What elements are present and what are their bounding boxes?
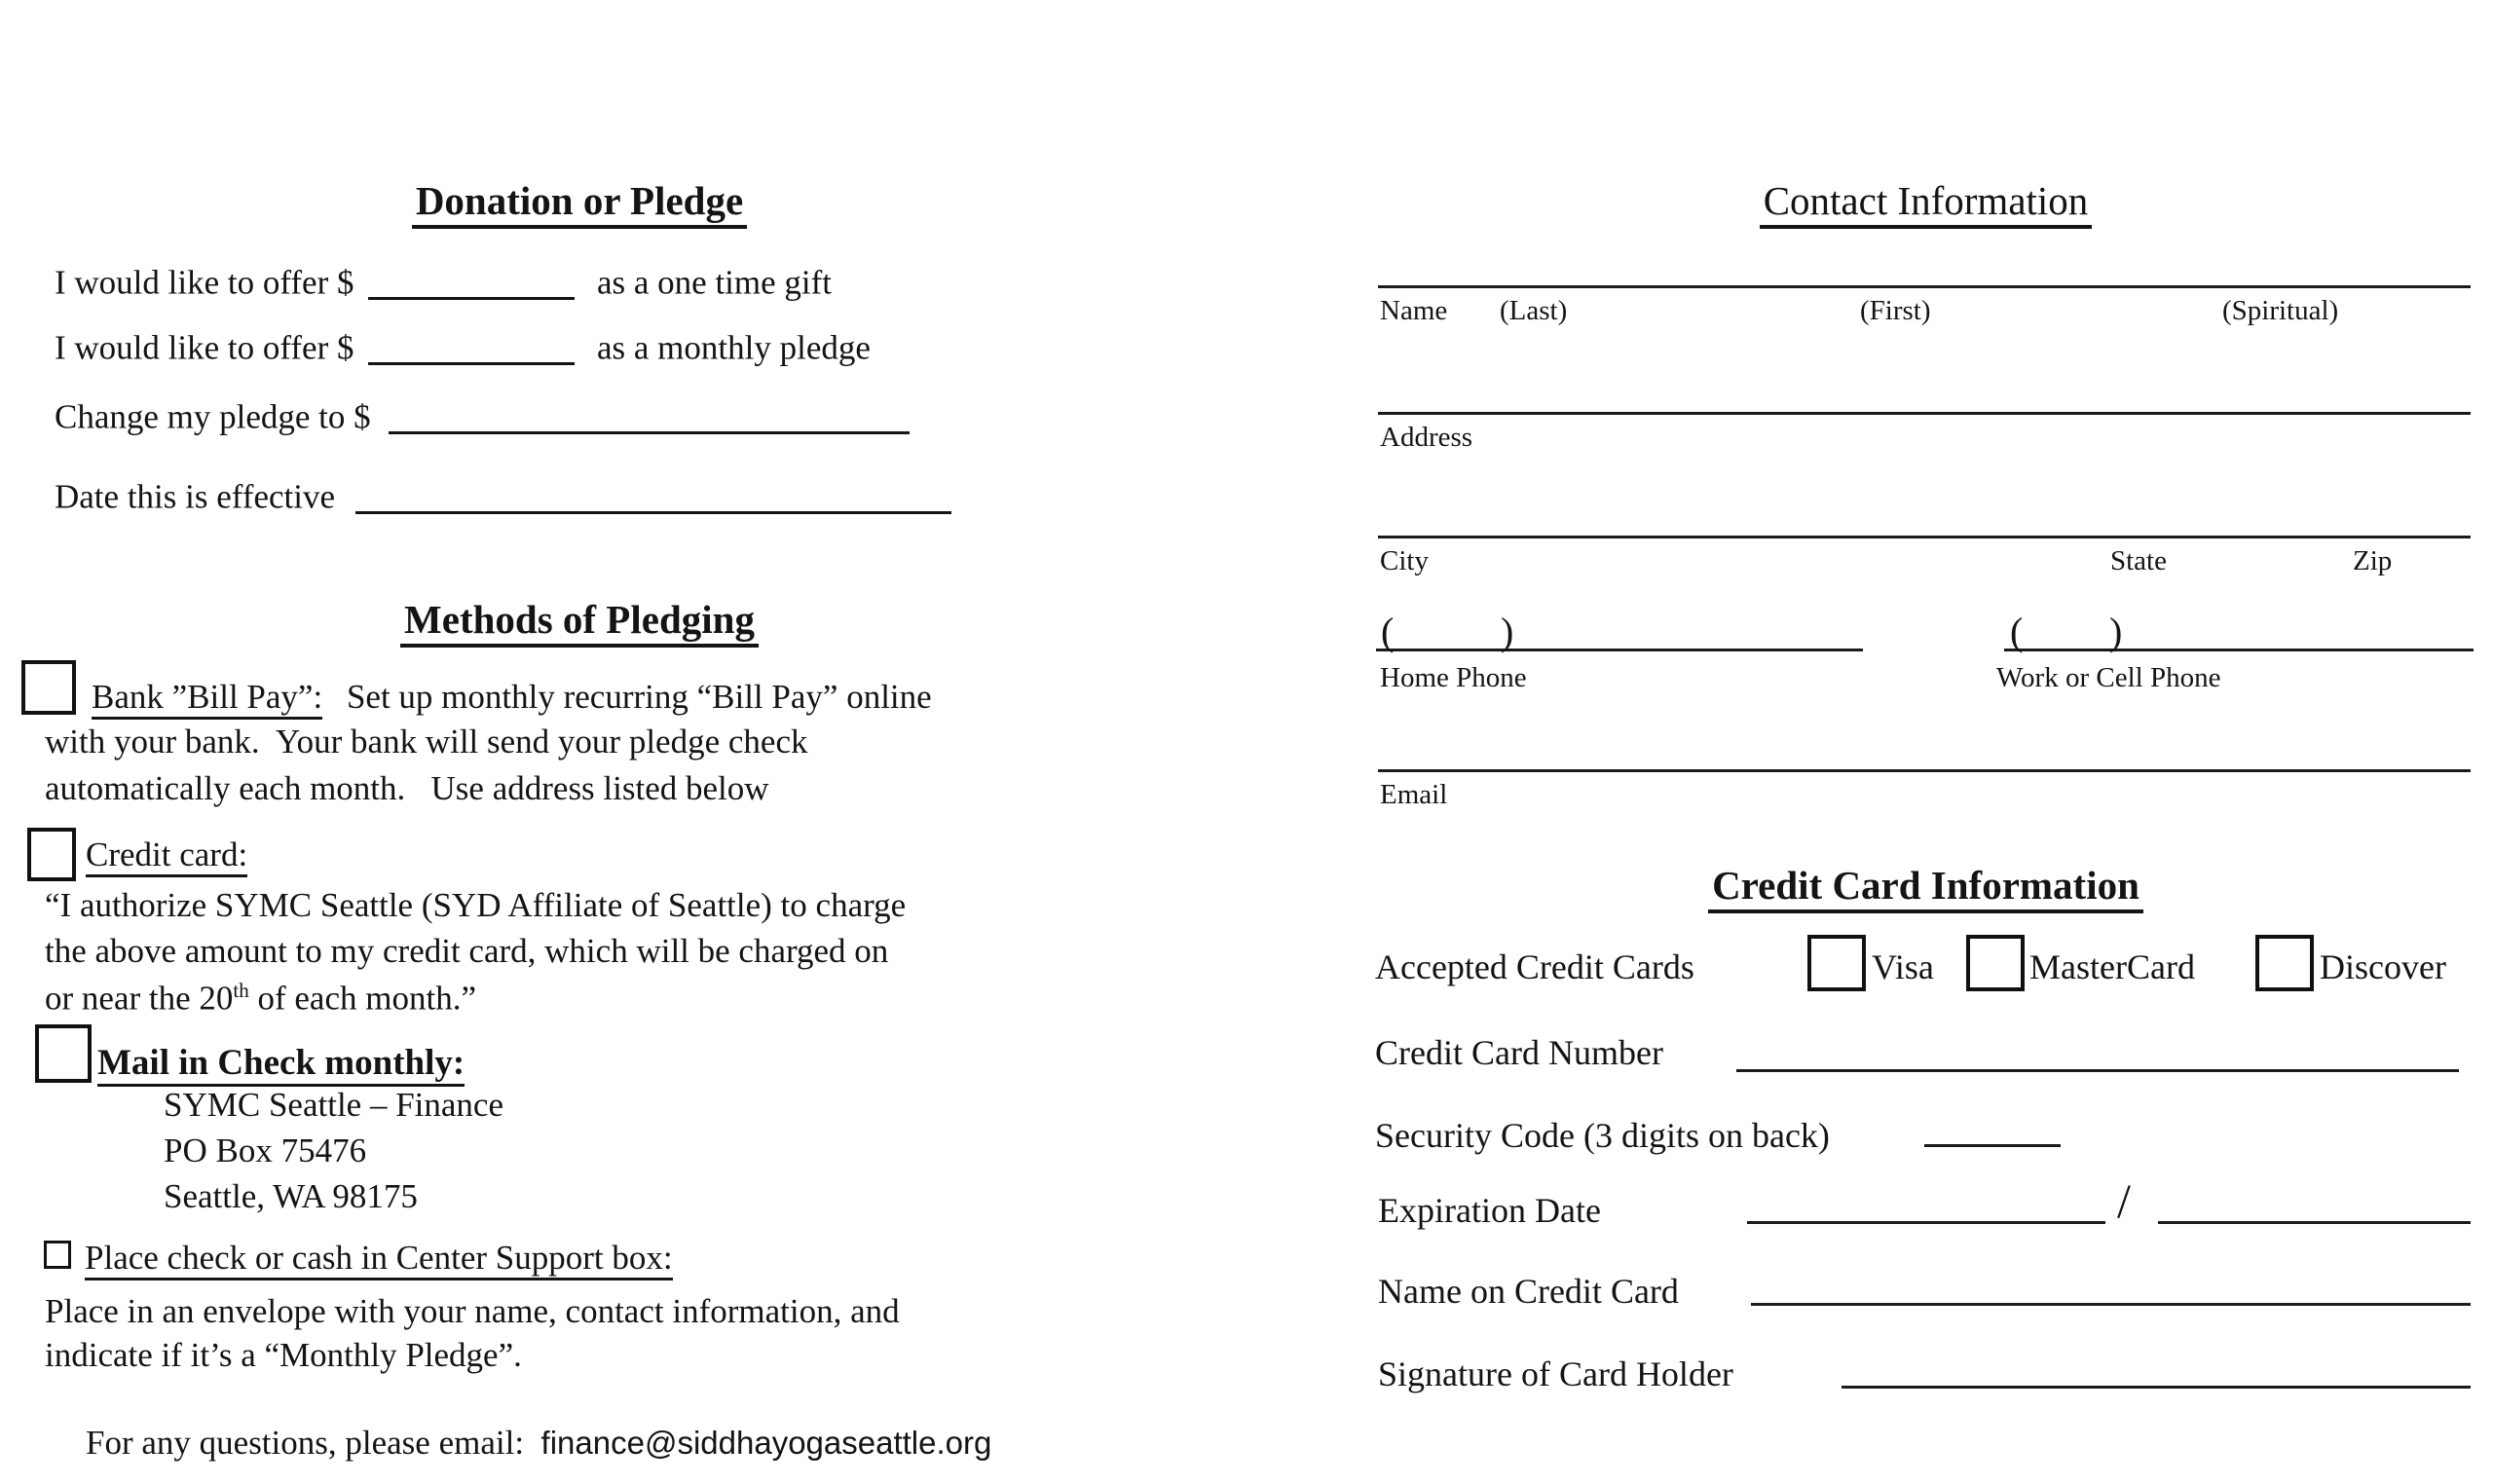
work-phone-label-text: Work or Cell Phone (1996, 662, 2221, 693)
first-name-label-text: (First) (1860, 295, 1931, 326)
mastercard-checkbox[interactable] (1966, 935, 2025, 991)
support-box-label-row (85, 1239, 673, 1278)
discover-label (2320, 946, 2446, 987)
security-code-label (1375, 1115, 1830, 1156)
visa-label-text: Visa (1872, 947, 1934, 986)
effective-date-blank[interactable] (355, 477, 951, 514)
support-box-text2: indicate if it’s a “Monthly Pledge”. (45, 1336, 522, 1374)
discover-checkbox[interactable] (2255, 935, 2314, 991)
change-pledge-row (55, 397, 910, 437)
spiritual-name-label (2222, 295, 2338, 327)
work-phone-label (1996, 662, 2220, 694)
name-label-text: Name (1380, 295, 1448, 326)
expiration-year-blank[interactable] (2158, 1190, 2471, 1224)
credit-auth-text3-post: of each month.” (248, 979, 476, 1018)
address-label-text: Address (1380, 422, 1473, 453)
zip-label (2353, 545, 2392, 577)
one-time-amount-blank[interactable] (368, 263, 575, 300)
mail-address-text1: SYMC Seattle – Finance (164, 1086, 503, 1124)
discover-label-text: Discover (2320, 947, 2446, 986)
monthly-pledge-suffix: as a monthly pledge (596, 328, 871, 367)
effective-date-label: Date this is effective (55, 477, 335, 516)
cc-heading-row (1378, 862, 2474, 909)
credit-card-label-row (86, 835, 247, 874)
bank-bill-pay-line3 (45, 769, 769, 808)
bank-bill-pay-text2: with your bank. Your bank will send your pledge check (45, 723, 808, 761)
security-code-label-text: Security Code (3 digits on back) (1375, 1116, 1830, 1155)
work-phone-paren-close: ) (2109, 610, 2123, 653)
expiration-month-blank[interactable] (1747, 1190, 2105, 1224)
credit-auth-text1: “I authorize SYMC Seattle (SYD Affiliate of Seattle) to charge (45, 886, 907, 924)
one-time-gift-label: I would like to offer $ (55, 263, 354, 302)
effective-date-row (55, 477, 951, 517)
home-phone-line[interactable] (1376, 606, 1863, 651)
security-code-blank[interactable] (1924, 1115, 2061, 1147)
mail-address-line3 (164, 1177, 418, 1216)
contact-heading: Contact Information (1760, 178, 2093, 229)
credit-card-checkbox[interactable] (27, 828, 76, 881)
city-label (1380, 545, 1429, 577)
mail-check-label-row (97, 1042, 465, 1084)
bank-bill-pay-checkbox[interactable] (21, 660, 76, 715)
mastercard-label-text: MasterCard (2029, 947, 2195, 986)
home-phone-label (1380, 662, 1527, 694)
mail-check-checkbox[interactable] (35, 1024, 92, 1083)
name-label (1380, 295, 1447, 327)
questions-footer (86, 1424, 991, 1463)
methods-heading-row (0, 596, 1159, 643)
donation-heading-row (0, 177, 1159, 224)
visa-checkbox[interactable] (1807, 935, 1866, 991)
questions-label: For any questions, please email: (86, 1424, 533, 1462)
mail-address-line1 (164, 1086, 503, 1125)
email-line[interactable] (1378, 737, 2471, 772)
credit-card-label: Credit card: (86, 835, 247, 877)
credit-auth-text2: the above amount to my credit card, which will be charged on (45, 932, 889, 970)
zip-label-text: Zip (2353, 545, 2393, 576)
contact-heading-row (1378, 177, 2474, 224)
work-phone-paren-open: ( (2010, 610, 2024, 653)
one-time-gift-row (55, 263, 832, 303)
mail-check-label: Mail in Check monthly: (97, 1043, 465, 1087)
donation-heading: Donation or Pledge (412, 178, 747, 229)
credit-auth-line3 (45, 979, 476, 1019)
signature-label-text: Signature of Card Holder (1378, 1354, 1733, 1393)
email-label (1380, 779, 1447, 811)
cc-number-label-text: Credit Card Number (1375, 1033, 1663, 1072)
bank-bill-pay-label: Bank ”Bill Pay”: (92, 678, 322, 720)
cc-number-blank[interactable] (1736, 1037, 2459, 1072)
state-label-text: State (2110, 545, 2167, 576)
credit-auth-text3-pre: or near the 20 (45, 979, 234, 1018)
bank-bill-pay-text1: Set up monthly recurring “Bill Pay” online (346, 678, 932, 716)
support-box-label: Place check or cash in Center Support box: (85, 1239, 673, 1280)
spiritual-name-label-text: (Spiritual) (2222, 295, 2339, 326)
state-label (2110, 545, 2167, 577)
change-pledge-blank[interactable] (389, 397, 910, 434)
address-label (1380, 422, 1472, 454)
cc-heading: Credit Card Information (1708, 863, 2143, 913)
accepted-cards-label-text: Accepted Credit Cards (1375, 947, 1694, 986)
name-on-card-label-text: Name on Credit Card (1378, 1272, 1679, 1311)
one-time-gift-suffix: as a one time gift (596, 263, 833, 302)
bank-bill-pay-line2 (45, 723, 807, 761)
home-phone-label-text: Home Phone (1380, 662, 1527, 693)
methods-heading: Methods of Pledging (400, 597, 759, 648)
last-name-label (1500, 295, 1567, 327)
home-phone-paren-close: ) (1501, 610, 1514, 653)
support-box-checkbox[interactable] (44, 1241, 71, 1269)
monthly-pledge-row (55, 328, 871, 368)
home-phone-paren-open: ( (1381, 610, 1395, 653)
monthly-pledge-label: I would like to offer $ (55, 328, 354, 367)
city-label-text: City (1380, 545, 1429, 576)
expiration-label (1378, 1190, 1601, 1231)
accepted-cards-label (1375, 946, 1694, 987)
city-line[interactable] (1378, 503, 2471, 538)
mail-address-line2 (164, 1132, 366, 1170)
credit-auth-line1 (45, 886, 906, 925)
support-box-line1 (45, 1292, 900, 1331)
name-on-card-label (1378, 1271, 1679, 1312)
bank-bill-pay-line1 (92, 678, 932, 717)
first-name-label (1860, 295, 1931, 327)
email-label-text: Email (1380, 779, 1448, 810)
signature-blank[interactable] (1842, 1354, 2471, 1389)
expiration-label-text: Expiration Date (1378, 1191, 1601, 1230)
name-line[interactable] (1378, 253, 2471, 288)
bank-bill-pay-text3: automatically each month. Use address listed below (45, 769, 769, 807)
work-phone-line[interactable] (2004, 606, 2474, 651)
finance-email[interactable]: finance@siddhayogaseattle.org (540, 1425, 992, 1461)
signature-label (1378, 1354, 1733, 1394)
credit-auth-text3-sup: th (233, 979, 249, 1002)
name-on-card-blank[interactable] (1751, 1272, 2471, 1306)
expiration-slash-text: / (2117, 1173, 2131, 1228)
expiration-slash (2117, 1172, 2131, 1229)
change-pledge-label: Change my pledge to $ (55, 397, 371, 436)
address-line[interactable] (1378, 380, 2471, 415)
mastercard-label (2029, 946, 2195, 987)
support-box-line2 (45, 1336, 522, 1375)
credit-auth-line2 (45, 932, 888, 971)
visa-label (1872, 946, 1934, 987)
cc-number-label (1375, 1032, 1663, 1073)
monthly-amount-blank[interactable] (368, 328, 575, 365)
support-box-text1: Place in an envelope with your name, contact information, and (45, 1292, 900, 1330)
last-name-label-text: (Last) (1500, 295, 1568, 326)
mail-address-text2: PO Box 75476 (164, 1132, 367, 1169)
mail-address-text3: Seattle, WA 98175 (164, 1177, 418, 1215)
